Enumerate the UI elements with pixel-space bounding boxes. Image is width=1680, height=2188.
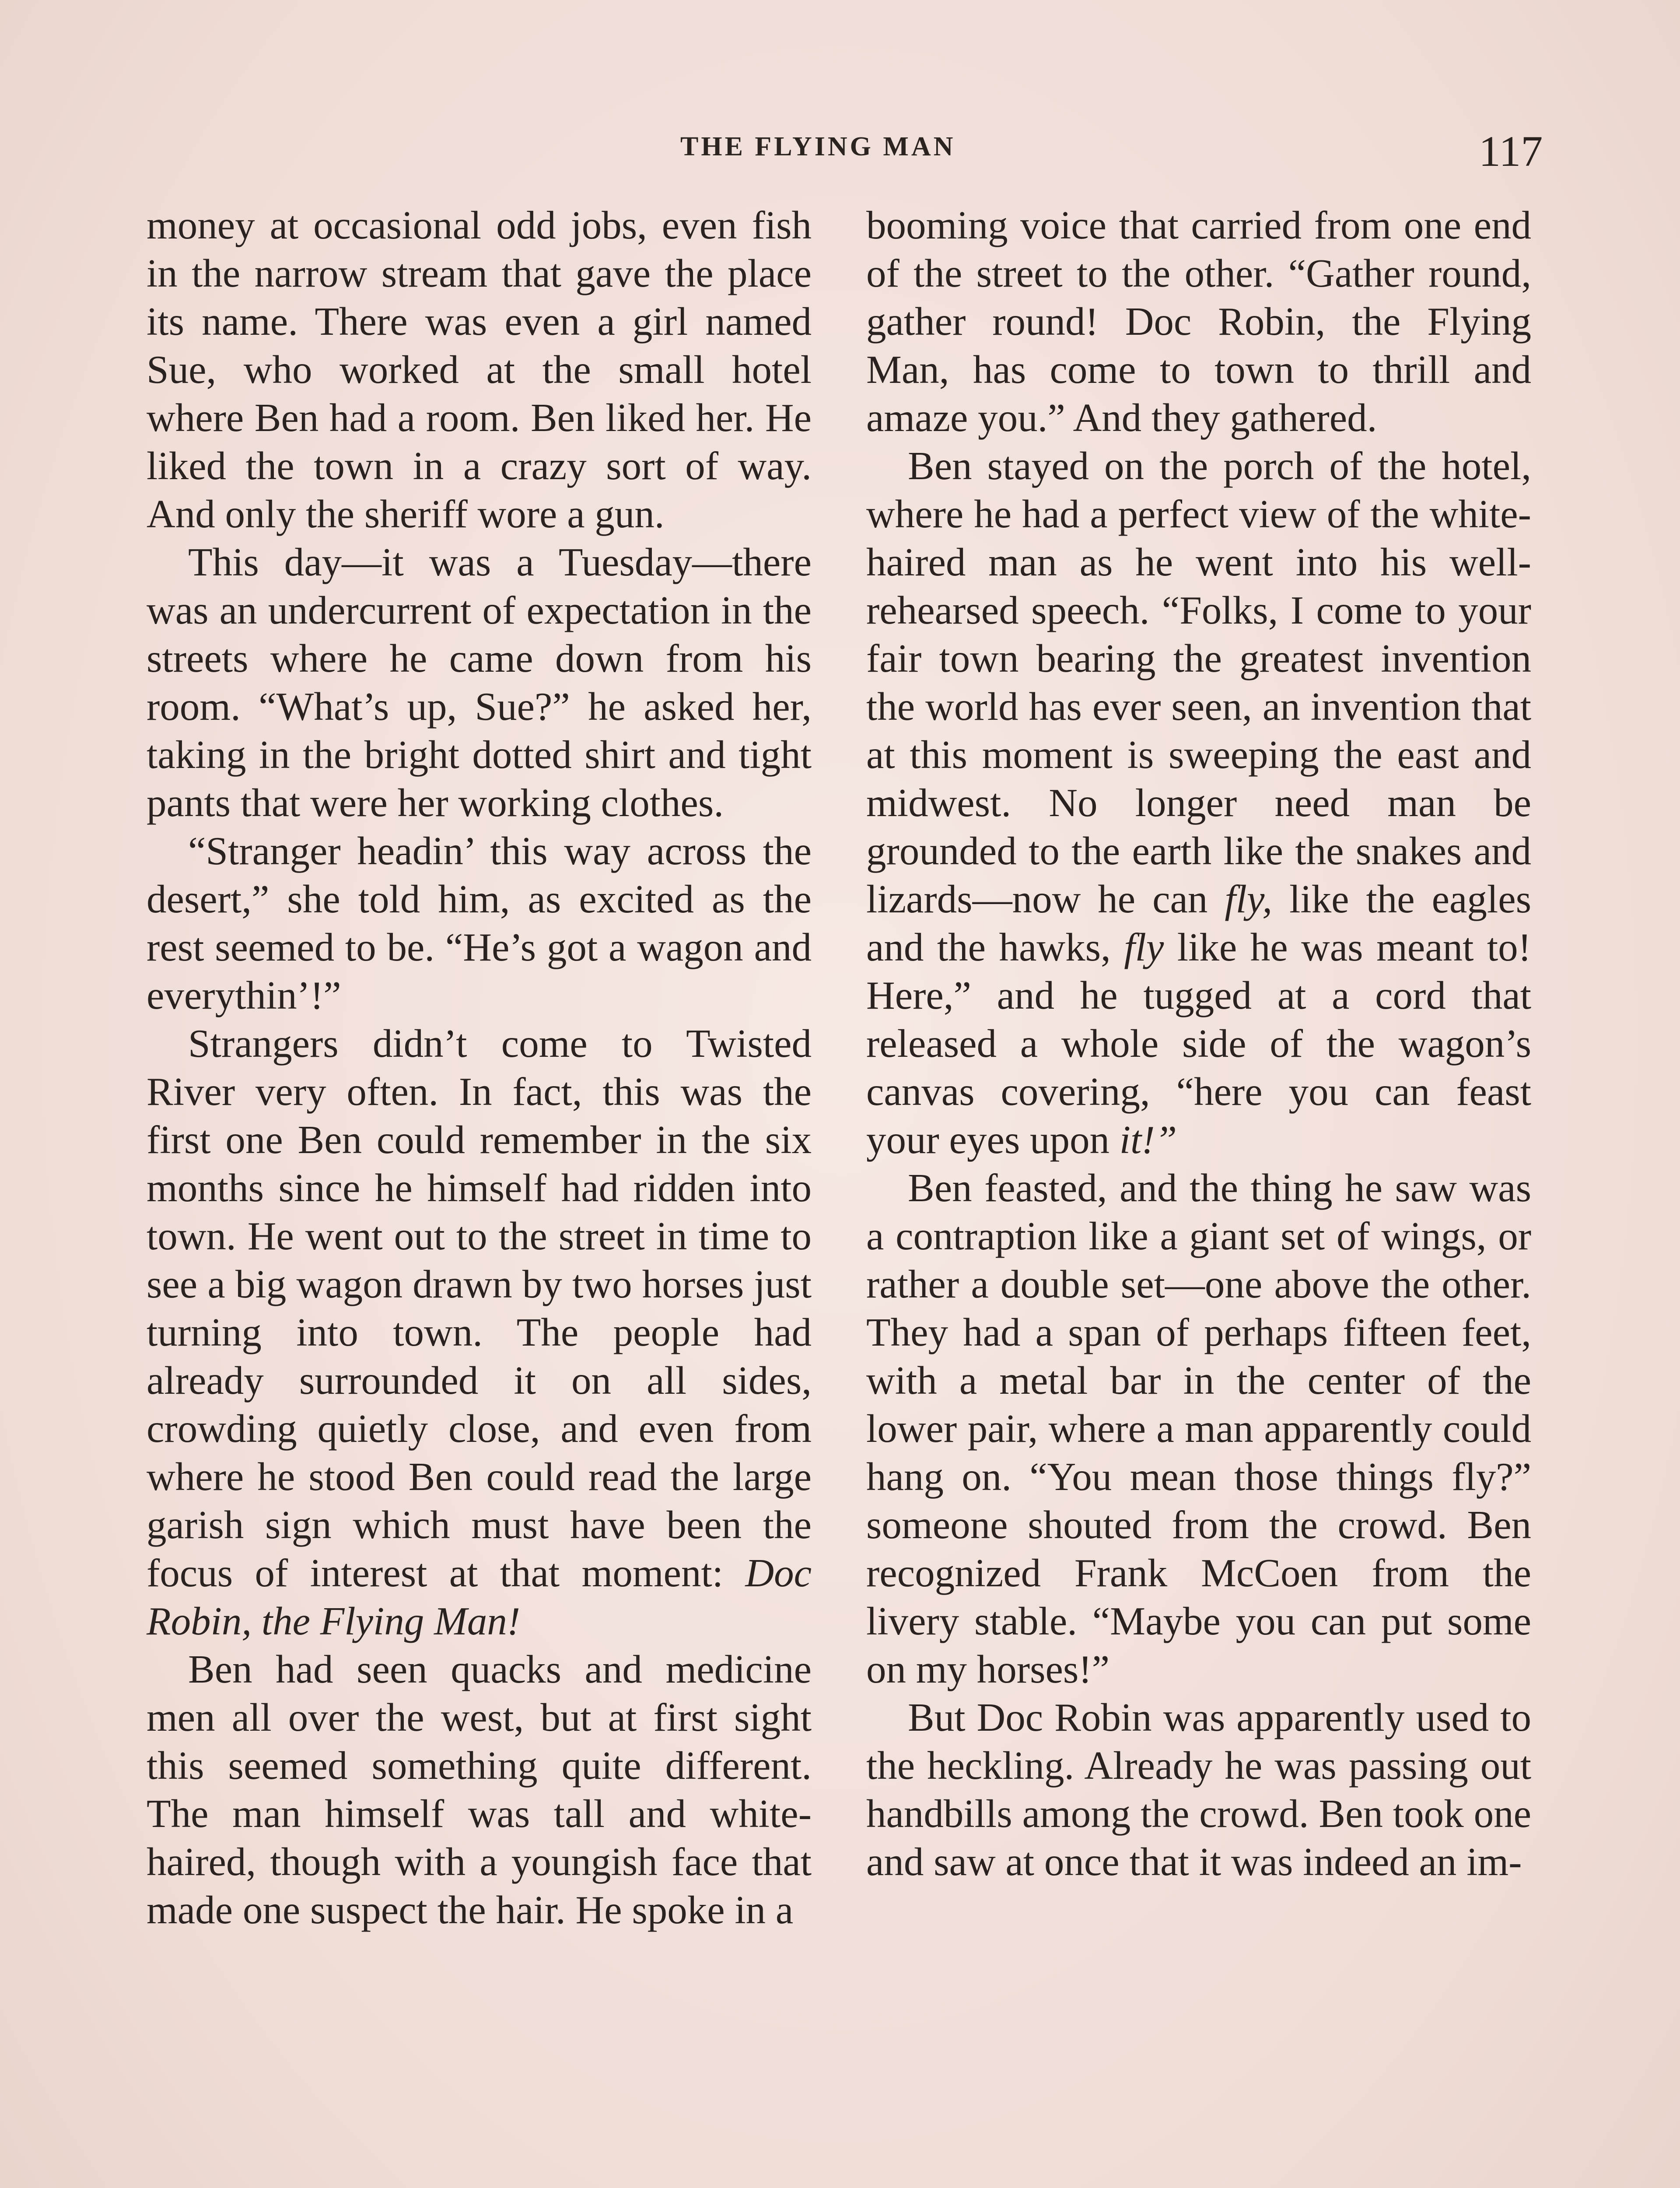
right-column <box>866 201 1531 1886</box>
paragraph: money at occasional odd jobs, even fish in the narrow stream that gave the place its name. There was even a girl named Sue, who worked at the small hotel where Ben had a room. Ben liked her. He liked the town in a crazy sort of way. And only the sheriff wore a gun. <box>147 203 812 536</box>
emphasis-text: fly <box>1124 925 1164 969</box>
sign-text: Doc Robin, the Flying Man! <box>147 1551 812 1643</box>
paragraph: “Stranger headin’ this way across the desert,” she told him, as excited as the rest seemed to be. “He’s got a wagon and everythin’!” <box>147 829 812 1017</box>
paragraph-text: Ben stayed on the porch of the hotel, where he had a perfect view of the white-haired man as he went into his well-rehearsed speech. “Folks, I come to your fair town bearing the greatest invention the world has ever seen, an invention that at this moment is sweeping the east and midwest. No longer need man be grounded to the earth like the snakes and lizards—now he can <box>866 444 1531 921</box>
paragraph: booming voice that carried from one end of the street to the other. “Gather round, gather round! Doc Robin, the Flying Man, has come to town to thrill and amaze you.” And they gathered. <box>866 203 1531 440</box>
emphasis-text: it!” <box>1119 1118 1177 1162</box>
running-head: THE FLYING MAN <box>680 132 956 161</box>
paragraph-text: Strangers didn’t come to Twisted River very often. In fact, this was the first one Ben could remember in the six months since he himself had ridden into town. He went out to the street in time to see a big wagon drawn by two horses just turning into town. The people had already surrounded it on all sides, crowding quietly close, and even from where he stood Ben could read the large garish sign which must have been the focus of interest at that moment: <box>147 1021 812 1595</box>
left-column <box>147 201 812 1934</box>
page-number: 117 <box>1479 127 1543 175</box>
paragraph: But Doc Robin was apparently used to the heckling. Already he was passing out handbills among the crowd. Ben took one and saw at once that it was indeed an im- <box>866 1695 1531 1884</box>
emphasis-text: fly, <box>1225 877 1273 921</box>
paragraph-text: like the eagles and the hawks, <box>866 877 1532 969</box>
paragraph: Ben had seen quacks and medicine men all over the west, but at first sight this seemed something quite different. The man himself was tall and white-haired, though with a youngish face that made one suspect the hair. He spoke in a <box>147 1647 812 1932</box>
paragraph: Ben feasted, and the thing he saw was a contraption like a giant set of wings, or rather a double set—one above the other. They had a span of perhaps fifteen feet, with a metal bar in the center of the lower pair, where a man apparently could hang on. “You mean those things fly?” someone shouted from the crowd. Ben recognized Frank McCoen from the livery stable. “Maybe you can put some on my horses!” <box>866 1166 1531 1691</box>
paragraph-text: like he was meant to! Here,” and he tugged at a cord that released a whole side of the wagon’s canvas covering, “here you can feast your eyes upon <box>866 925 1531 1162</box>
paragraph: This day—it was a Tuesday—there was an undercurrent of expectation in the streets where he came down from his room. “What’s up, Sue?” he asked her, taking in the bright dotted shirt and tight pants that were her working clothes. <box>147 540 812 825</box>
paragraph <box>147 1020 812 1645</box>
page-header <box>0 127 1680 184</box>
paragraph <box>866 442 1531 1164</box>
